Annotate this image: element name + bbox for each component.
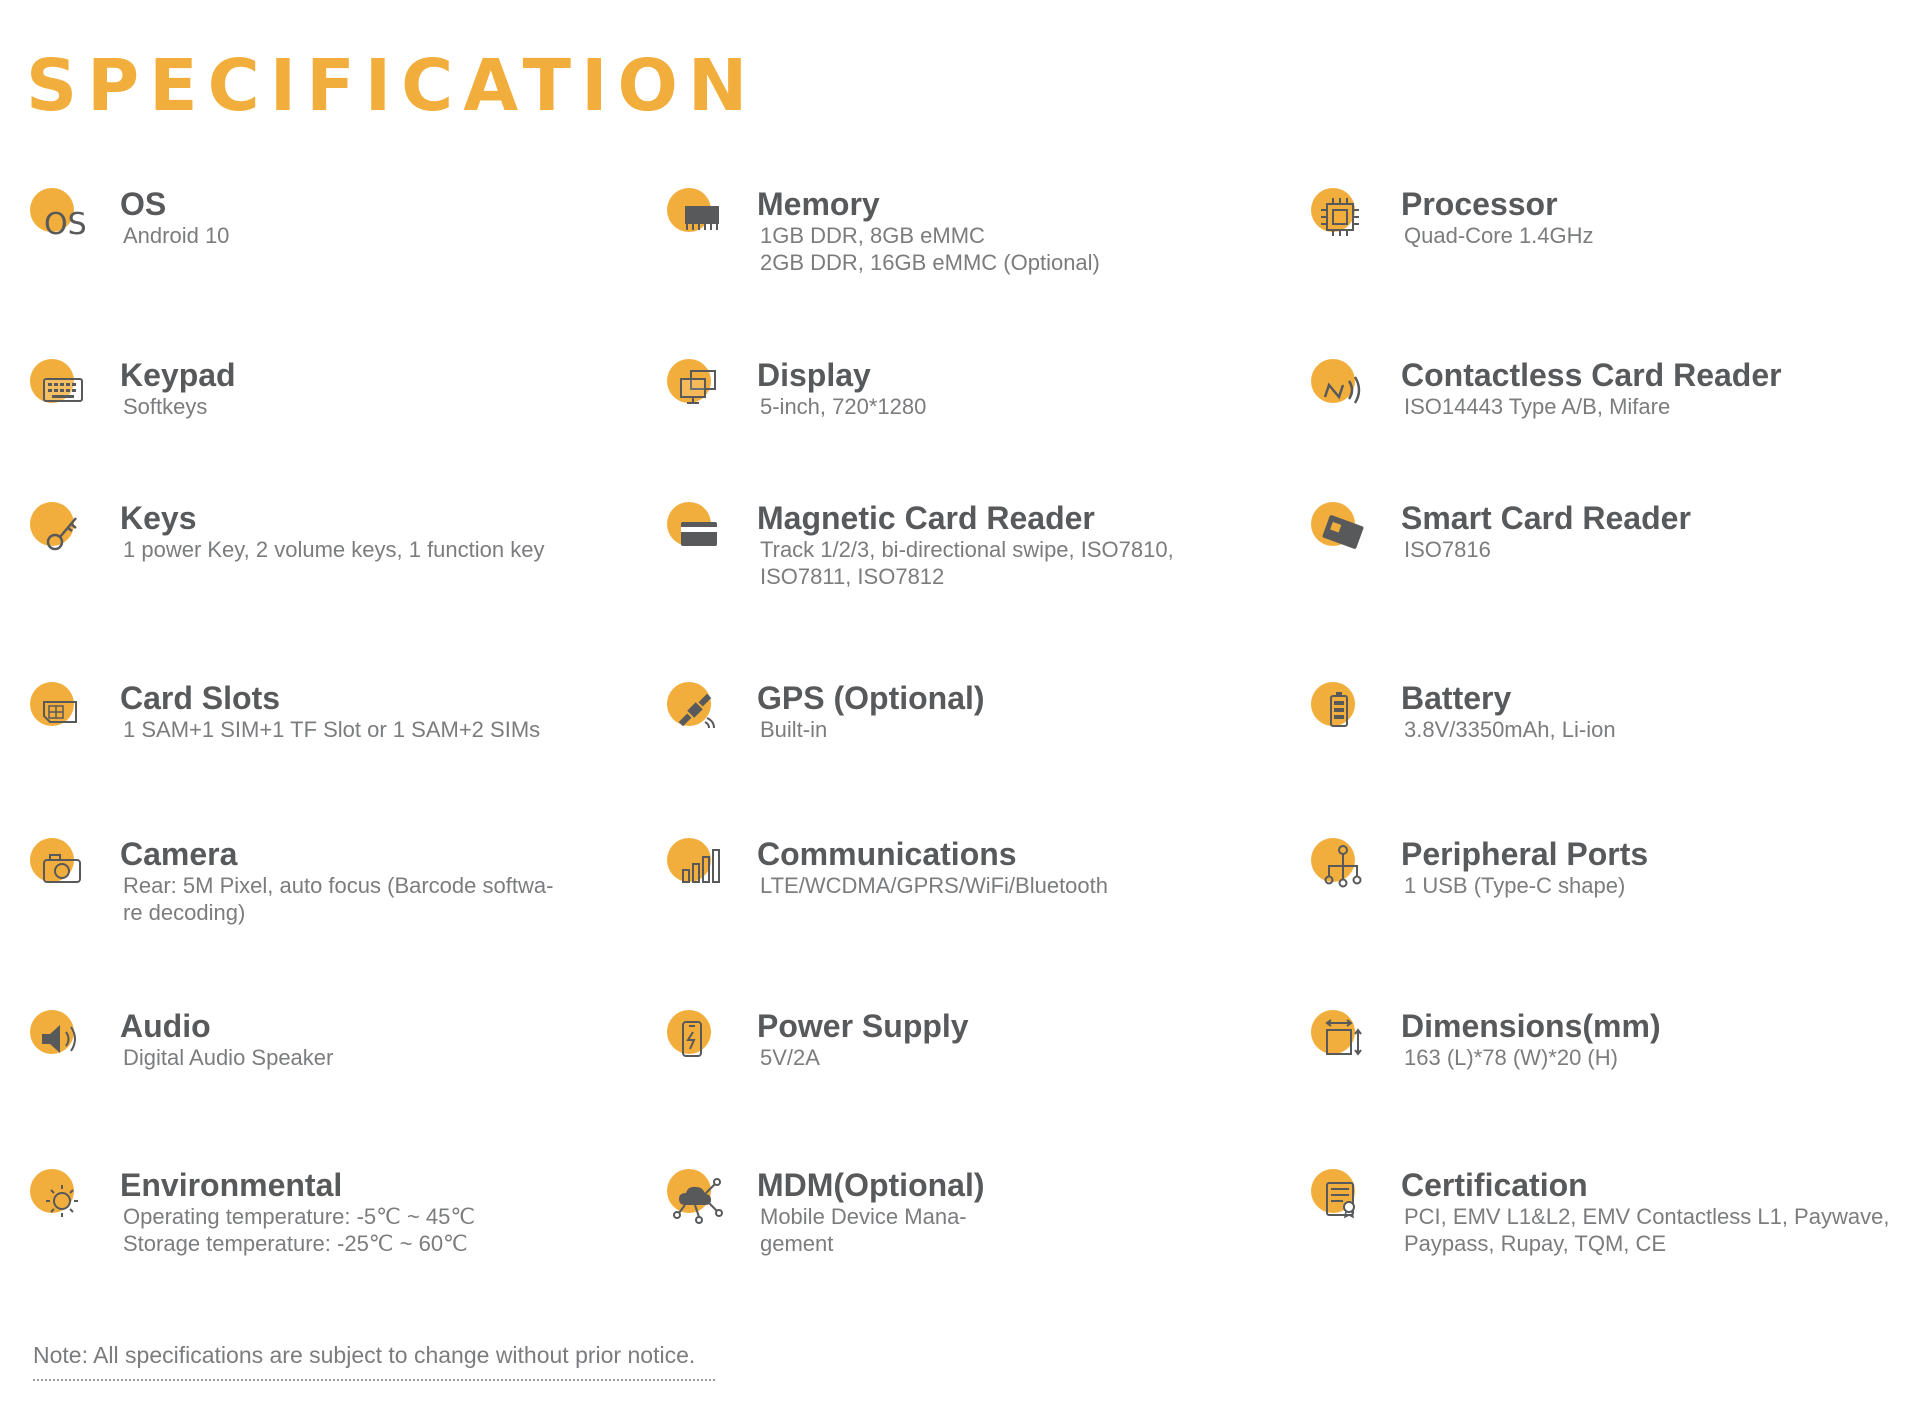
dimensions-icon <box>1309 1008 1379 1078</box>
power-supply-icon <box>665 1008 735 1078</box>
usb-icon <box>1309 836 1379 906</box>
satellite-icon <box>665 680 735 750</box>
sun-icon <box>28 1167 98 1237</box>
nfc-icon <box>1309 357 1379 427</box>
os-icon <box>28 186 98 256</box>
page-title: SPECIFICATION <box>26 44 758 127</box>
magnetic-card-icon <box>665 500 735 570</box>
display-icon <box>665 357 735 427</box>
smart-card-icon <box>1309 500 1379 570</box>
key-icon <box>28 500 98 570</box>
memory-icon <box>665 186 735 256</box>
certificate-icon <box>1309 1167 1379 1237</box>
disclaimer-note: Note: All specifications are subject to change without prior notice. <box>33 1342 715 1381</box>
keypad-icon <box>28 357 98 427</box>
cloud-network-icon <box>665 1167 735 1237</box>
speaker-icon <box>28 1008 98 1078</box>
battery-icon <box>1309 680 1379 750</box>
processor-icon <box>1309 186 1379 256</box>
card-slot-icon <box>28 680 98 750</box>
signal-bars-icon <box>665 836 735 906</box>
svg-text:OS: OS <box>44 207 87 242</box>
camera-icon <box>28 836 98 906</box>
